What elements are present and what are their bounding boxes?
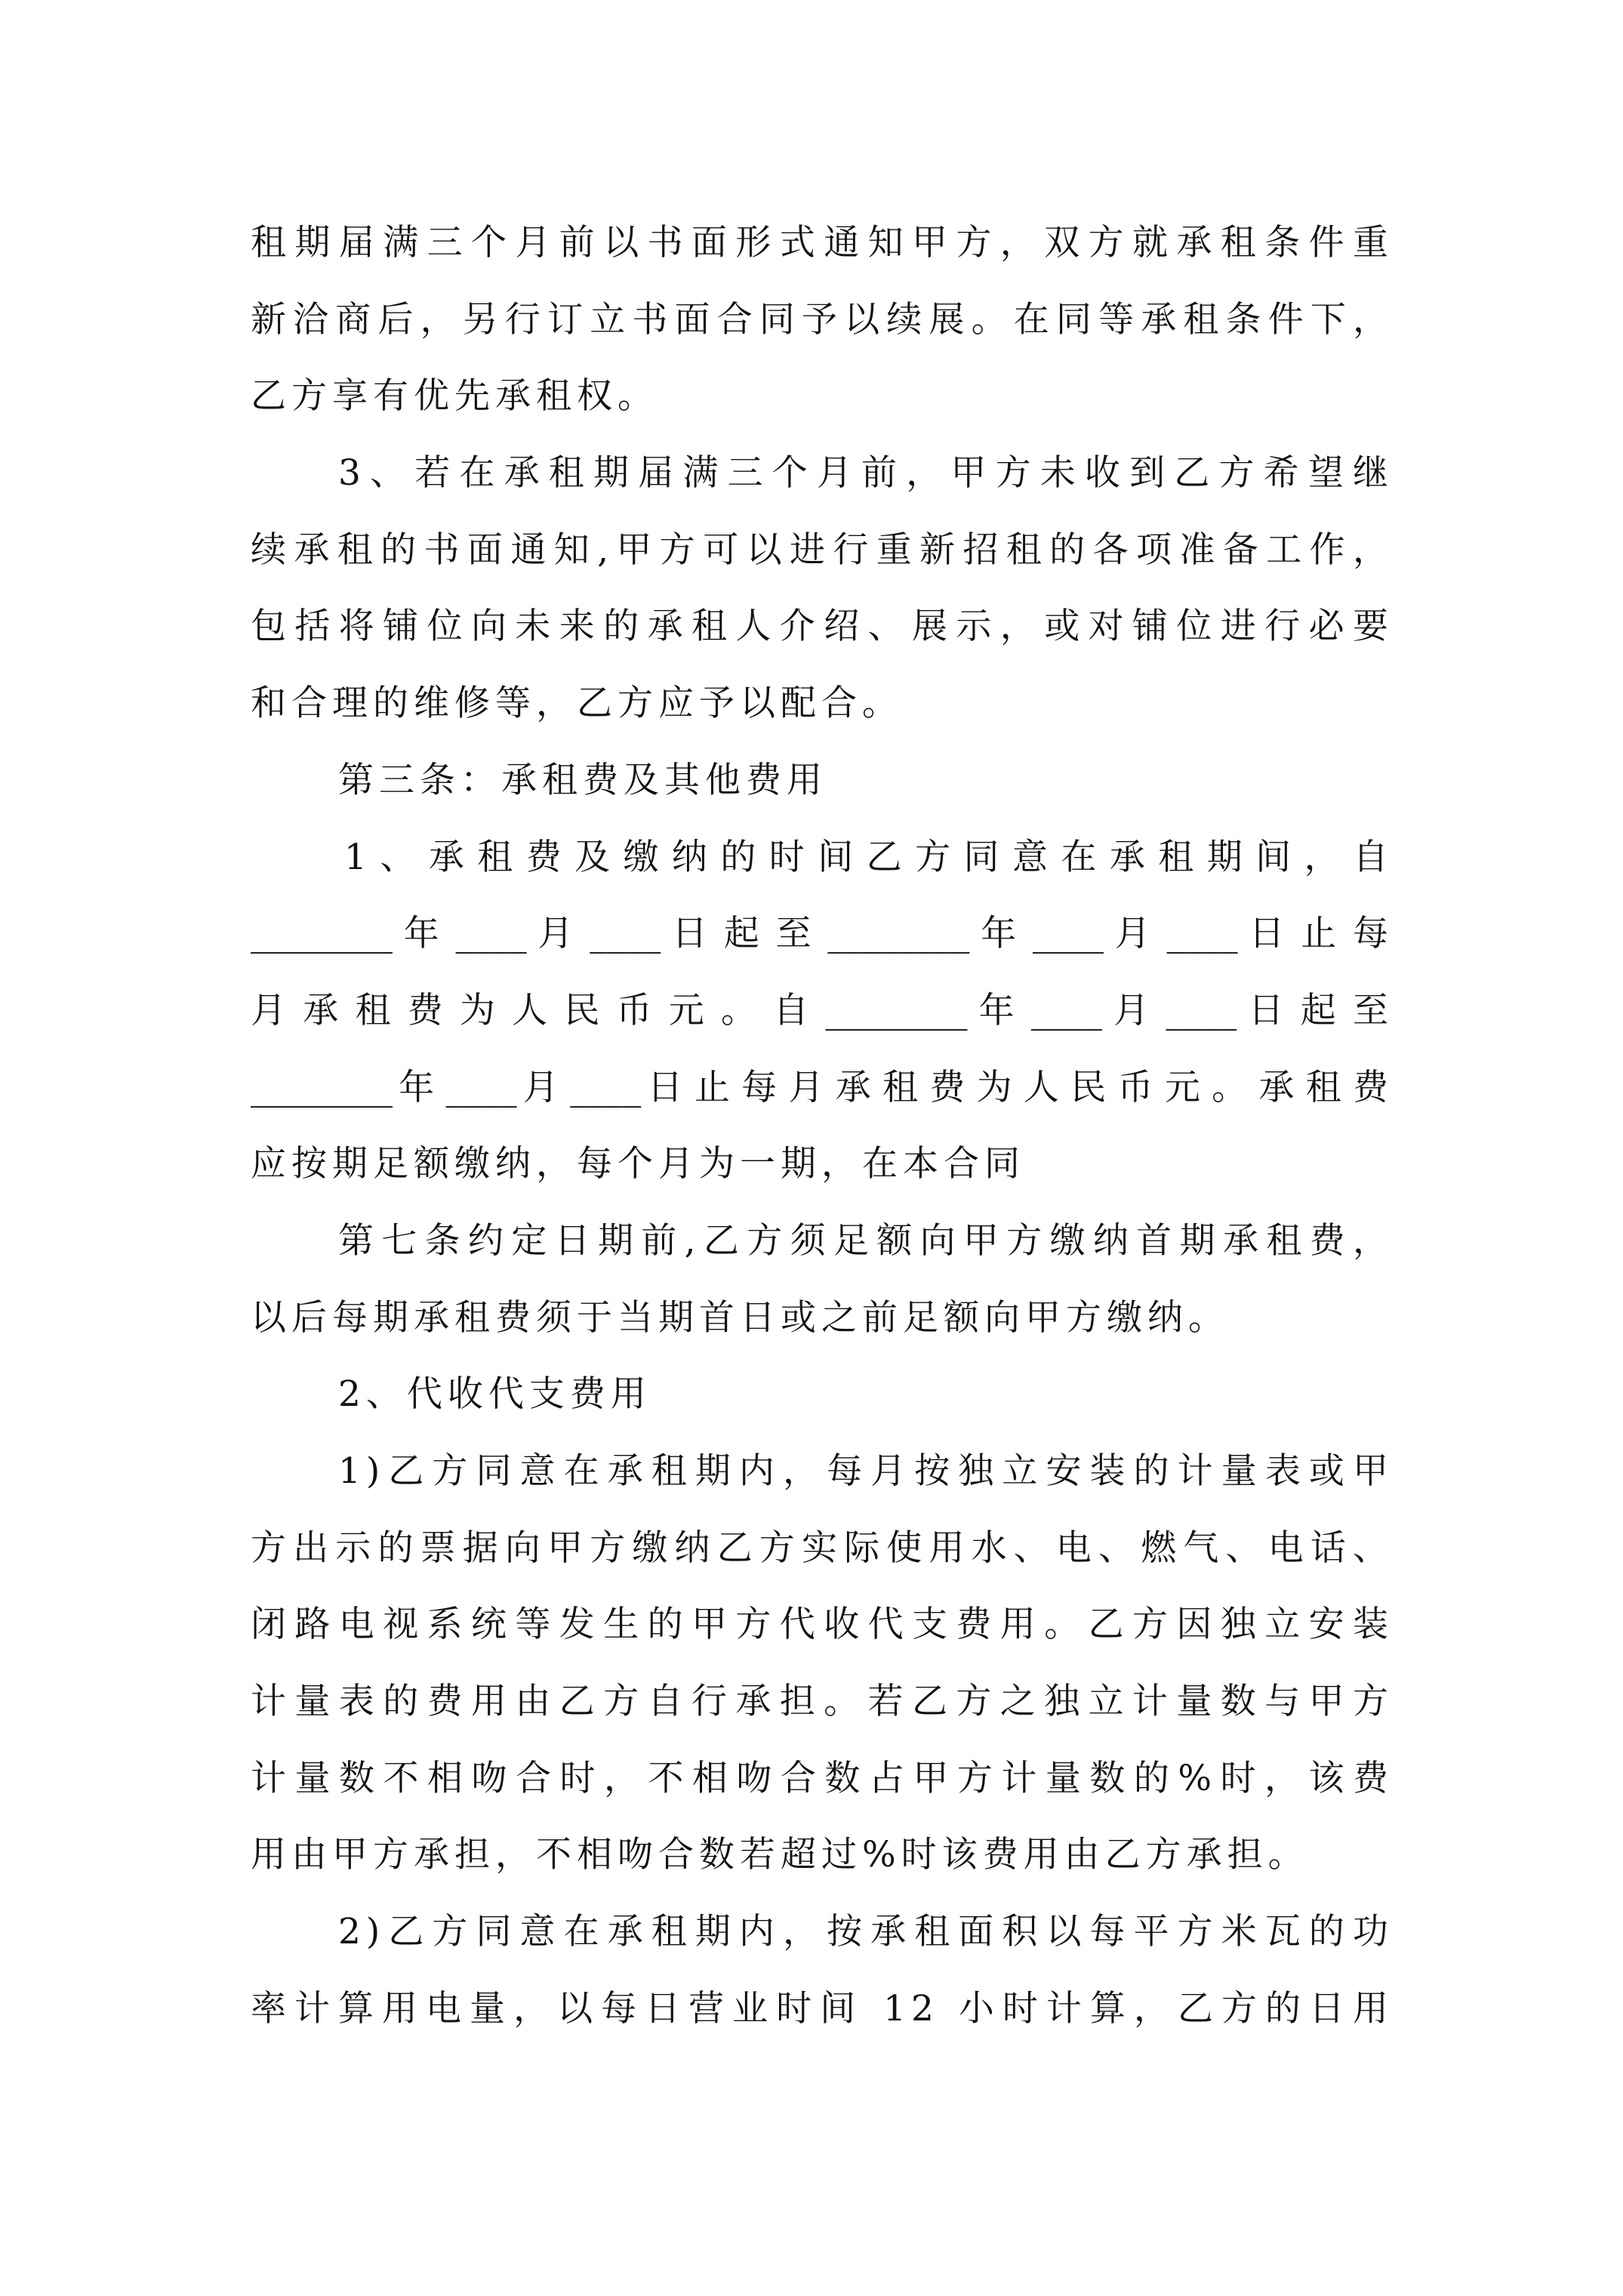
document-line: 1)乙方同意在承租期内，每月按独立安装的计量表或甲 <box>338 1450 1394 1492</box>
document-line: 计量表的费用由乙方自行承担。若乙方之独立计量数与甲方 <box>251 1681 1394 1723</box>
subheading-collection-fees <box>251 1356 1394 1433</box>
document-line: 租期届满三个月前以书面形式通知甲方，双方就承租条件重 <box>251 222 1394 264</box>
paragraph-article-7-reference <box>251 1203 1394 1356</box>
fill-in-blank: ____ <box>1166 913 1238 955</box>
document-line-with-blanks: ________年____月____日起至________年____月____日止每 <box>251 913 1394 955</box>
fill-in-blank: ________ <box>251 913 393 955</box>
fill-in-blank: ____ <box>590 913 661 955</box>
paragraph-clause-3 <box>251 435 1394 742</box>
document-line: 乙方享有优先承租权。 <box>251 375 658 418</box>
fill-in-blank: ____ <box>455 913 527 955</box>
section-heading: 第三条：承租费及其他费用 <box>338 759 827 801</box>
document-line-with-blanks: ________年____月____日止每月承租费为人民币元。承租费 <box>251 1066 1394 1108</box>
document-line: 2)乙方同意在承租期内，按承租面积以每平方米瓦的功 <box>338 1911 1394 1953</box>
document-line: 1、承租费及缴纳的时间乙方同意在承租期间，自 <box>344 836 1394 878</box>
fill-in-blank: ____ <box>570 1066 642 1108</box>
fill-in-blank: ____ <box>1033 913 1104 955</box>
document-line: 包括将铺位向未来的承租人介绍、展示，或对铺位进行必要 <box>251 606 1394 648</box>
paragraph-lease-renewal-notice <box>251 205 1394 435</box>
fill-in-blank: ________ <box>251 1066 393 1108</box>
fill-in-blank: ____ <box>1030 989 1102 1031</box>
document-line: 3、若在承租期届满三个月前，甲方未收到乙方希望继 <box>338 452 1394 495</box>
document-line: 应按期足额缴纳，每个月为一期，在本合同 <box>251 1143 1025 1185</box>
document-line: 率计算用电量，以每日营业时间 12 小时计算，乙方的日用 <box>251 1987 1394 2029</box>
fill-in-blank: ________ <box>827 913 970 955</box>
paragraph-electricity <box>251 1894 1394 2047</box>
section-heading-article-3 <box>251 742 1394 819</box>
fill-in-blank: ____ <box>445 1066 517 1108</box>
paragraph-rent-payment <box>251 819 1394 1203</box>
document-line: 闭路电视系统等发生的甲方代收代支费用。乙方因独立安装 <box>251 1604 1394 1646</box>
document-line: 续承租的书面通知,甲方可以进行重新招租的各项准备工作， <box>251 529 1394 571</box>
document-line: 方出示的票据向甲方缴纳乙方实际使用水、电、燃气、电话、 <box>251 1527 1394 1569</box>
fill-in-blank: ____ <box>1166 989 1237 1031</box>
document-line-with-blanks: 月承租费为人民币元。自________年____月____日起至 <box>251 989 1394 1031</box>
document-line: 第七条约定日期前,乙方须足额向甲方缴纳首期承租费， <box>338 1219 1394 1262</box>
document-body <box>251 205 1394 2048</box>
subheading: 2、代收代支费用 <box>338 1373 651 1416</box>
document-line: 以后每期承租费须于当期首日或之前足额向甲方缴纳。 <box>251 1296 1229 1339</box>
document-line: 新洽商后，另行订立书面合同予以续展。在同等承租条件下， <box>251 298 1394 341</box>
fill-in-blank: ________ <box>825 989 968 1031</box>
document-line: 和合理的维修等，乙方应予以配合。 <box>251 683 903 725</box>
document-line: 用由甲方承担，不相吻合数若超过%时该费用由乙方承担。 <box>251 1834 1309 1876</box>
document-line: 计量数不相吻合时，不相吻合数占甲方计量数的%时，该费 <box>251 1757 1394 1799</box>
paragraph-utility-fees <box>251 1433 1394 1894</box>
